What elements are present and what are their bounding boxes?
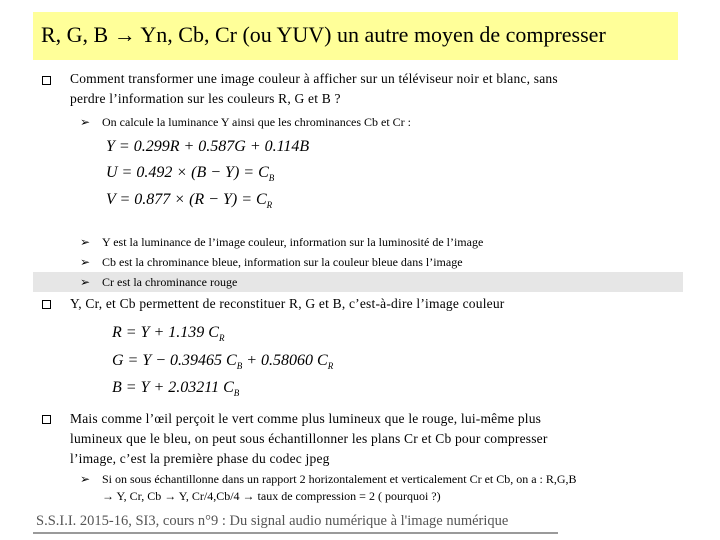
sub1-text: On calcule la luminance Y ainsi que les chrominances Cb et Cr : [102, 115, 412, 129]
bullet2-text: Y, Cr, et Cb permettent de reconstituer R, G et B, c’est-à-dire l’image couleur [70, 296, 505, 311]
equation-g-sub1: B [236, 361, 243, 372]
equation-b-sub: B [233, 388, 240, 399]
equation-u [106, 164, 274, 183]
arrow-bullet-icon: ➢ [80, 472, 91, 486]
equation-g-sub2: R [327, 361, 334, 372]
equation-v-sub: R [266, 200, 273, 211]
arrow-bullet-icon: ➢ [80, 275, 91, 289]
bullet1-line2: perdre l’information sur les couleurs R, G et B ? [70, 91, 341, 106]
checkbox-bullet-icon [42, 300, 51, 309]
equation-g-text-b: + 0.58060 C [242, 352, 328, 369]
sub-item-luminance: Y est la luminance de l’image couleur, information sur la luminosité de l’image [102, 235, 484, 249]
equation-g [112, 352, 333, 371]
sub-item-cb: Cb est la chrominance bleue, information sur la couleur bleue dans l’image [102, 255, 463, 269]
footer-divider [33, 532, 558, 534]
checkbox-bullet-icon [42, 76, 51, 85]
arrow-bullet-icon: ➢ [80, 255, 91, 269]
equation-y: Y = 0.299R + 0.587G + 0.114B [106, 138, 310, 155]
equation-b [112, 379, 239, 398]
equation-r-text: R = Y + 1.139 C [112, 324, 219, 341]
equation-v-text: V = 0.877 × (R − Y) = C [106, 191, 267, 208]
bullet3-line2: lumineux que le bleu, on peut sous échantillonner les plans Cr et Cb pour compresser [70, 431, 548, 446]
equation-g-text-a: G = Y − 0.39465 C [112, 352, 237, 369]
bullet3-line1: Mais comme l’œil perçoit le vert comme plus lumineux que le rouge, lui-même plus [70, 411, 542, 426]
equation-r-sub: R [218, 333, 225, 344]
equation-u-sub: B [268, 173, 275, 184]
arrow-bullet-icon: ➢ [80, 115, 91, 129]
bullet1-line1: Comment transformer une image couleur à afficher sur un téléviseur noir et blanc, sans [70, 71, 558, 86]
equation-r [112, 324, 224, 343]
equation-v [106, 191, 272, 210]
slide-title: R, G, B → Yn, Cb, Cr (ou YUV) un autre moyen de compresser [41, 22, 606, 47]
footer-text: S.S.I.I. 2015-16, SI3, cours n°9 : Du signal audio numérique à l'image numérique [36, 513, 509, 529]
sub3-line1: Si on sous échantillonne dans un rapport 2 horizontalement et verticalement Cr et Cb, on a : R,G,B [102, 472, 577, 486]
equation-b-text: B = Y + 2.03211 C [112, 379, 234, 396]
sub-item-cr: Cr est la chrominance rouge [102, 275, 238, 289]
bullet3-line3: l’image, c’est la première phase du codec jpeg [70, 451, 330, 466]
equation-u-text: U = 0.492 × (B − Y) = C [106, 164, 269, 181]
checkbox-bullet-icon [42, 415, 51, 424]
arrow-bullet-icon: ➢ [80, 235, 91, 249]
sub3-line2: → Y, Cr, Cb → Y, Cr/4,Cb/4 → taux de compression = 2 ( pourquoi ?) [102, 489, 441, 503]
title-box [33, 12, 678, 60]
